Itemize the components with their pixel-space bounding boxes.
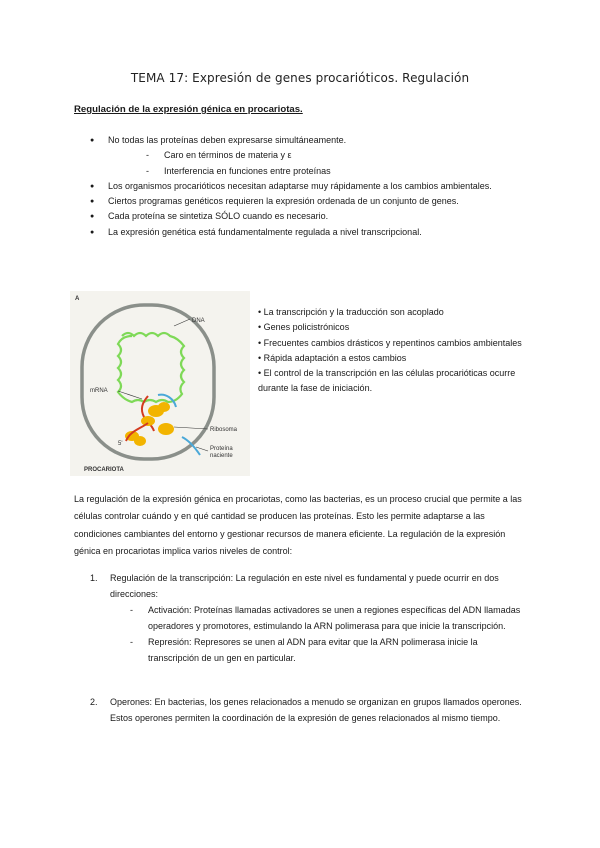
- figure-panel-letter: A: [75, 296, 80, 302]
- ribosome: [134, 436, 146, 446]
- sub-item: - Caro en términos de materia y ε: [146, 148, 530, 163]
- page-title: TEMA 17: Expresión de genes procarióticos. Regulación: [130, 71, 470, 85]
- sub-item: - Interferencia en funciones entre proteínas: [146, 164, 530, 179]
- ribosome: [158, 402, 170, 412]
- numbered-list-item-2: [90, 695, 530, 727]
- item-number: 1.: [90, 573, 98, 583]
- figure-point: • Rápida adaptación a estos cambios: [258, 352, 407, 363]
- item-text: Regulación de la transcripción: La regulación en este nivel es fundamental y puede ocurrir en dos direcciones:: [110, 573, 499, 599]
- numbered-list-item-1: [90, 571, 530, 666]
- sub-list: [110, 603, 530, 667]
- section-heading: Regulación de la expresión génica en procariotas.: [74, 104, 303, 115]
- figure-point: • Frecuentes cambios drásticos y repentinos cambios ambientales: [258, 337, 522, 348]
- dna-strand: [118, 333, 184, 402]
- figure-point: • El control de la transcripción en las células procarióticas ocurre durante la fase de iniciación.: [258, 368, 516, 394]
- ribosome: [158, 423, 174, 435]
- ribosome-label: Ribosoma: [210, 427, 238, 433]
- figure-point: • Genes policistrónicos: [258, 322, 350, 333]
- figure-points-list: [258, 305, 548, 397]
- protein-label: Proteína: [210, 446, 233, 452]
- intro-bullet-list: [90, 133, 530, 240]
- body-paragraph: La regulación de la expresión génica en procariotas, como las bacterias, es un proceso crucial que permite a las células controlar cuándo y en qué cantidad se producen las proteínas. Esto les permite adaptarse a las condiciones cambiantes del entorno y gestionar recursos de manera eficiente. La regulación de la expresión génica en procariotas implica varios niveles de control:: [74, 494, 522, 557]
- numbered-item: [90, 695, 530, 727]
- bullet-text: No todas las proteínas deben expresarse simultáneamente.: [108, 135, 347, 145]
- label-leader: [174, 319, 190, 326]
- procariota-label: PROCARIOTA: [84, 467, 124, 473]
- sub-item: - Activación: Proteínas llamadas activadores se unen a regiones específicas del ADN llamadas operadores y promotores, estimulando la ARN polimerasa para que inicie la transcripción.: [130, 603, 530, 635]
- ribosome: [141, 416, 155, 426]
- dna-label: DNA: [192, 318, 205, 324]
- bullet-item: [90, 133, 530, 179]
- numbered-item: [90, 571, 530, 666]
- five-prime-label: 5': [118, 441, 123, 447]
- bullet-item: ● Cada proteína se sintetiza SÓLO cuando es necesario.: [90, 209, 530, 224]
- figure-point: • La transcripción y la traducción son acoplado: [258, 307, 444, 317]
- item-text: Operones: En bacterias, los genes relacionados a menudo se organizan en grupos llamados operones. Estos operones permiten la coordinación de la expresión de genes relacionados al mismo tiempo.: [110, 697, 522, 723]
- nascent-label: naciente: [210, 453, 233, 459]
- sub-item: - Represión: Represores se unen al ADN para evitar que la ARN polimerasa inicie la transcripción de un gen en particular.: [130, 635, 530, 667]
- mrna-label: mRNA: [90, 388, 108, 394]
- sub-list: [108, 148, 530, 179]
- cell-wall: [82, 305, 214, 459]
- prokaryote-diagram: [70, 291, 250, 476]
- prokaryote-diagram-svg: [70, 291, 250, 476]
- item-number: 2.: [90, 697, 98, 707]
- bullet-item: ● Ciertos programas genéticos requieren la expresión ordenada de un conjunto de genes.: [90, 194, 530, 209]
- bullet-item: ● La expresión genética está fundamentalmente regulada a nivel transcripcional.: [90, 225, 530, 240]
- label-leader: [174, 427, 208, 429]
- bullet-item: ● Los organismos procarióticos necesitan adaptarse muy rápidamente a los cambios ambientales.: [90, 179, 530, 194]
